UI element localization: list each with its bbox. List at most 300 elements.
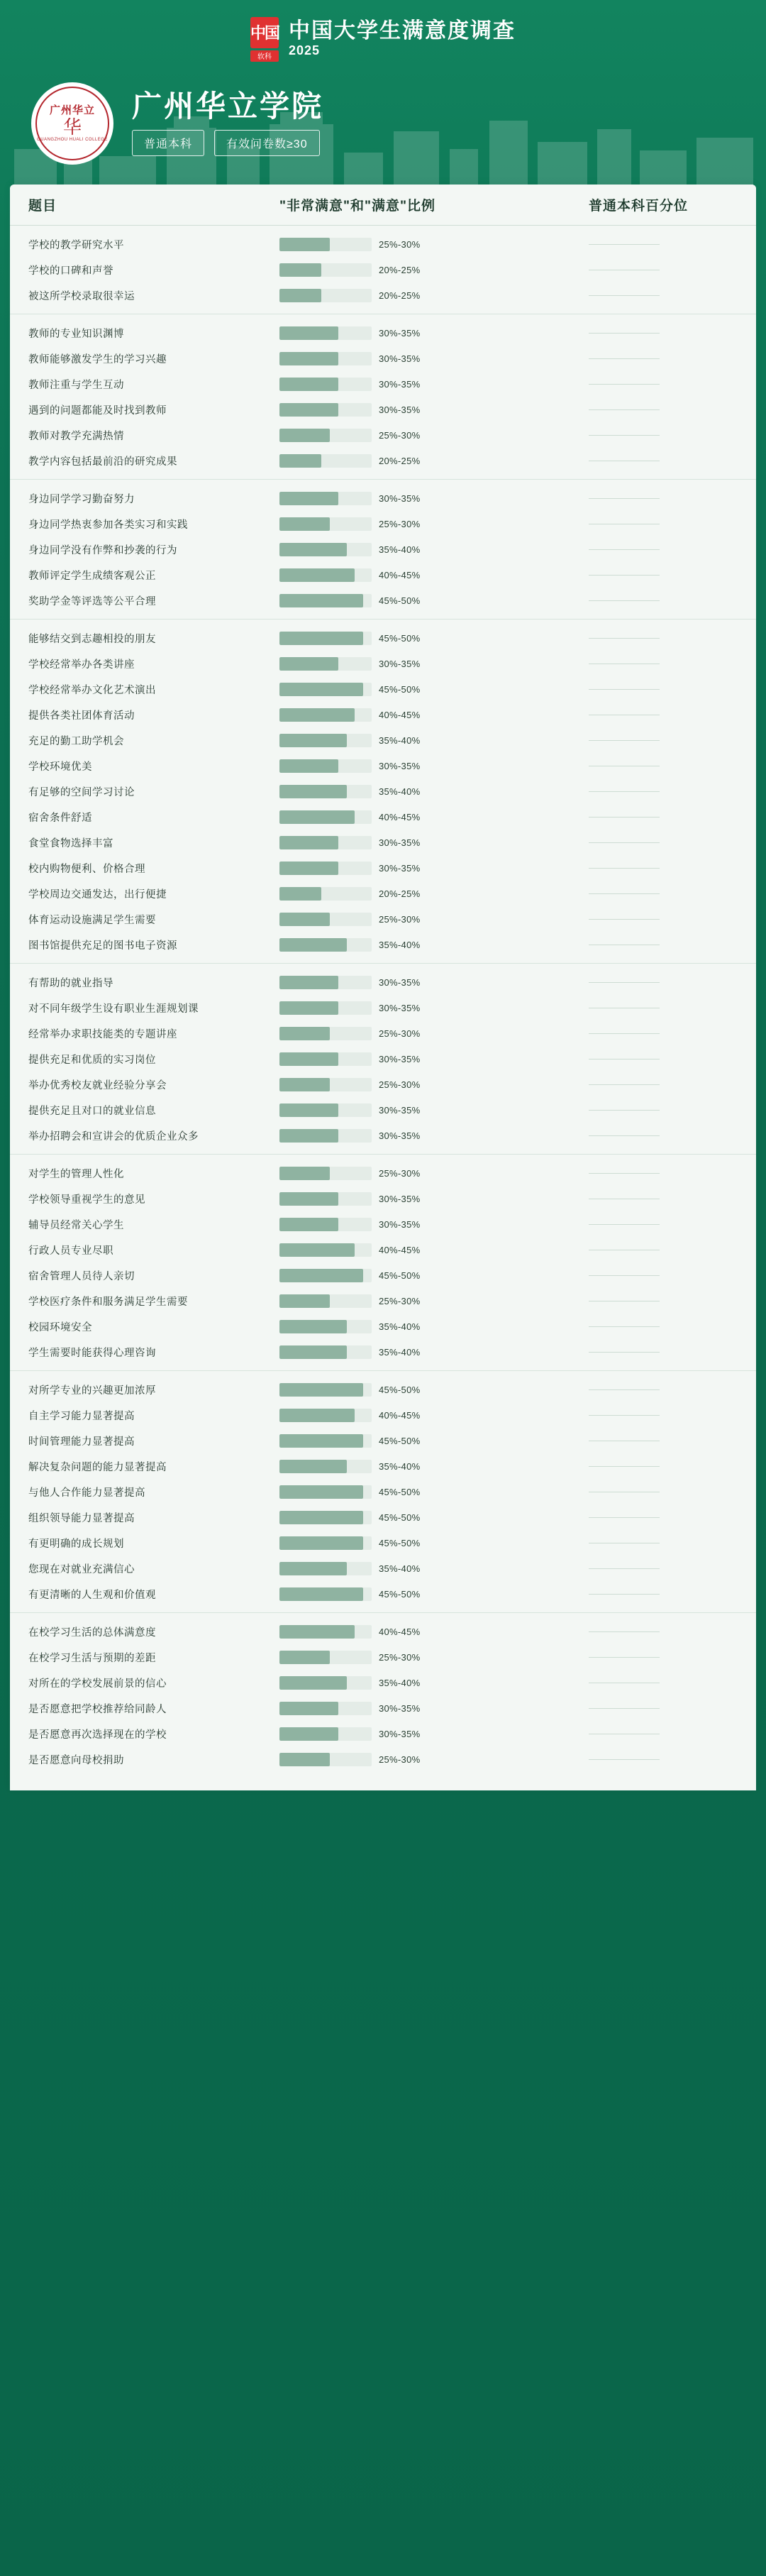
ratio-value: 30%-35% xyxy=(379,1104,421,1116)
percentile-placeholder-line xyxy=(589,1657,660,1658)
table-row xyxy=(10,562,756,588)
ratio-cell xyxy=(279,887,584,901)
bar-track xyxy=(279,403,372,417)
question-label: 教师的专业知识渊博 xyxy=(28,328,124,340)
percentile-cell xyxy=(584,1110,756,1111)
ratio-value: 30%-35% xyxy=(379,658,421,669)
percentile-placeholder-line xyxy=(589,868,660,869)
ratio-value: 25%-30% xyxy=(379,518,421,529)
percentile-placeholder-line xyxy=(589,1466,660,1467)
page-title: 广州华立学院 xyxy=(132,89,324,123)
percentile-cell xyxy=(584,1135,756,1136)
ratio-cell xyxy=(279,543,584,556)
ratio-value: 35%-40% xyxy=(379,1460,421,1472)
bar-track xyxy=(279,1243,372,1257)
question-label: 奖助学金等评选等公平合理 xyxy=(28,595,156,607)
table-row xyxy=(10,702,756,727)
bar-track xyxy=(279,1536,372,1550)
percentile-placeholder-line xyxy=(589,295,660,296)
bar-track xyxy=(279,1587,372,1601)
table-row xyxy=(10,231,756,257)
table-header-row xyxy=(10,185,756,226)
ratio-value: 20%-25% xyxy=(379,455,421,466)
question-label: 对所学专业的兴趣更加浓厚 xyxy=(28,1385,156,1397)
question-label: 举办优秀校友就业经验分享会 xyxy=(28,1079,167,1091)
ratio-cell xyxy=(279,632,584,645)
ratio-value: 40%-45% xyxy=(379,1244,421,1255)
question-label: 教师对教学充满热情 xyxy=(28,430,124,442)
header-question: 题目 xyxy=(28,199,57,214)
bar-track xyxy=(279,378,372,391)
question-label: 对所在的学校发展前景的信心 xyxy=(28,1678,167,1690)
percentile-cell xyxy=(584,1568,756,1569)
question-label: 提供充足且对口的就业信息 xyxy=(28,1105,156,1117)
question-label: 在校学习生活的总体满意度 xyxy=(28,1626,156,1639)
ratio-value: 35%-40% xyxy=(379,939,421,950)
ratio-value: 25%-30% xyxy=(379,1651,421,1663)
bar-track xyxy=(279,785,372,798)
percentile-placeholder-line xyxy=(589,1224,660,1225)
question-label: 辅导员经常关心学生 xyxy=(28,1219,124,1231)
table-row xyxy=(10,1288,756,1314)
table-row xyxy=(10,881,756,906)
ratio-value: 30%-35% xyxy=(379,378,421,390)
question-label: 时间管理能力显著提高 xyxy=(28,1436,135,1448)
percentile-cell xyxy=(584,842,756,843)
ratio-cell xyxy=(279,1345,584,1359)
ratio-cell xyxy=(279,1243,584,1257)
bar-fill xyxy=(279,913,330,926)
question-label: 在校学习生活与预期的差距 xyxy=(28,1652,156,1664)
ratio-value: 35%-40% xyxy=(379,544,421,555)
question-label: 宿舍条件舒适 xyxy=(28,812,92,824)
question-label: 提供各类社团体育活动 xyxy=(28,710,135,722)
bar-track xyxy=(279,429,372,442)
question-label: 是否愿意再次选择现在的学校 xyxy=(28,1729,167,1741)
ratio-cell xyxy=(279,1192,584,1206)
ratio-cell xyxy=(279,568,584,582)
bar-fill xyxy=(279,1218,338,1231)
bar-track xyxy=(279,594,372,607)
table-row xyxy=(10,1377,756,1402)
group-spacer xyxy=(10,1607,756,1612)
header-percentile: 普通本科百分位 xyxy=(589,199,689,214)
bar-fill xyxy=(279,1651,330,1664)
table-row xyxy=(10,511,756,536)
bar-fill xyxy=(279,1269,363,1282)
bar-fill xyxy=(279,1383,363,1397)
bar-track xyxy=(279,938,372,952)
bar-fill xyxy=(279,836,338,849)
table-row xyxy=(10,588,756,613)
bar-track xyxy=(279,1383,372,1397)
brand-bar xyxy=(0,0,766,68)
percentile-placeholder-line xyxy=(589,1389,660,1390)
percentile-placeholder-line xyxy=(589,842,660,843)
question-label: 学校经常举办文化艺术演出 xyxy=(28,684,156,696)
question-group xyxy=(10,1613,756,1778)
bar-track xyxy=(279,887,372,901)
ratio-value: 40%-45% xyxy=(379,569,421,580)
percentile-cell xyxy=(584,1326,756,1327)
ratio-cell xyxy=(279,1676,584,1690)
bar-fill xyxy=(279,810,355,824)
bar-track xyxy=(279,1409,372,1422)
bar-track xyxy=(279,492,372,505)
ratio-value: 30%-35% xyxy=(379,976,421,988)
group-spacer xyxy=(10,308,756,314)
ratio-cell xyxy=(279,1027,584,1040)
bar-track xyxy=(279,289,372,302)
table-row xyxy=(10,676,756,702)
table-row xyxy=(10,778,756,804)
ratio-cell xyxy=(279,1409,584,1422)
percentile-cell xyxy=(584,1631,756,1632)
ratio-value: 45%-50% xyxy=(379,1270,421,1281)
satisfaction-table-card xyxy=(10,185,756,1790)
percentile-placeholder-line xyxy=(589,1594,660,1595)
bar-fill xyxy=(279,517,330,531)
bar-fill xyxy=(279,1434,363,1448)
school-seal-icon xyxy=(31,82,113,165)
percentile-cell xyxy=(584,638,756,639)
question-label: 教师评定学生成绩客观公正 xyxy=(28,570,156,582)
percentile-cell xyxy=(584,1033,756,1034)
table-row xyxy=(10,1428,756,1453)
percentile-cell xyxy=(584,409,756,410)
table-row xyxy=(10,1581,756,1607)
ratio-cell xyxy=(279,1511,584,1524)
ratio-cell xyxy=(279,1167,584,1180)
table-row xyxy=(10,1123,756,1148)
bar-fill xyxy=(279,734,347,747)
question-label: 对学生的管理人性化 xyxy=(28,1168,124,1180)
ratio-value: 30%-35% xyxy=(379,1218,421,1230)
group-spacer xyxy=(10,1371,756,1377)
percentile-placeholder-line xyxy=(589,358,660,359)
bar-fill xyxy=(279,1485,363,1499)
ratio-cell xyxy=(279,1320,584,1333)
percentile-cell xyxy=(584,1594,756,1595)
ratio-cell xyxy=(279,708,584,722)
bar-track xyxy=(279,683,372,696)
percentile-cell xyxy=(584,791,756,792)
table-row xyxy=(10,1211,756,1237)
percentile-placeholder-line xyxy=(589,740,660,741)
ratio-cell xyxy=(279,810,584,824)
table-row xyxy=(10,1237,756,1262)
percentile-placeholder-line xyxy=(589,1275,660,1276)
ratio-cell xyxy=(279,378,584,391)
bar-track xyxy=(279,1294,372,1308)
ratio-value: 35%-40% xyxy=(379,1346,421,1358)
bar-track xyxy=(279,1727,372,1741)
bar-fill xyxy=(279,1345,347,1359)
percentile-cell xyxy=(584,435,756,436)
table-row xyxy=(10,397,756,422)
table-row xyxy=(10,727,756,753)
group-spacer xyxy=(10,1155,756,1160)
bar-fill xyxy=(279,1511,363,1524)
logo-sub: 软科 xyxy=(250,50,279,62)
ratio-cell xyxy=(279,938,584,952)
bar-fill xyxy=(279,454,321,468)
question-label: 遇到的问题都能及时找到教师 xyxy=(28,404,167,417)
table-row xyxy=(10,969,756,995)
table-row xyxy=(10,1695,756,1721)
ratio-value: 25%-30% xyxy=(379,1079,421,1090)
bar-track xyxy=(279,862,372,875)
question-label: 行政人员专业尽职 xyxy=(28,1245,113,1257)
question-label: 有更清晰的人生观和价值观 xyxy=(28,1589,156,1601)
bar-track xyxy=(279,517,372,531)
bar-fill xyxy=(279,1562,347,1575)
ratio-value: 45%-50% xyxy=(379,1486,421,1497)
bar-fill xyxy=(279,326,338,340)
ratio-cell xyxy=(279,1078,584,1091)
percentile-placeholder-line xyxy=(589,689,660,690)
ratio-value: 25%-30% xyxy=(379,1028,421,1039)
group-spacer xyxy=(10,620,756,625)
school-tags xyxy=(132,130,323,156)
bar-track xyxy=(279,1078,372,1091)
ratio-cell xyxy=(279,594,584,607)
percentile-cell xyxy=(584,498,756,499)
percentile-cell xyxy=(584,358,756,359)
bar-fill xyxy=(279,1052,338,1066)
bar-fill xyxy=(279,378,338,391)
survey-year: 2025 xyxy=(289,43,321,58)
ratio-cell xyxy=(279,289,584,302)
group-spacer xyxy=(10,480,756,485)
question-label: 校内购物便利、价格合理 xyxy=(28,863,145,875)
question-label: 学校领导重视学生的意见 xyxy=(28,1194,145,1206)
question-label: 教师能够激发学生的学习兴趣 xyxy=(28,353,167,365)
bar-fill xyxy=(279,1676,347,1690)
table-body xyxy=(10,226,756,1778)
percentile-placeholder-line xyxy=(589,435,660,436)
percentile-cell xyxy=(584,1517,756,1518)
group-spacer xyxy=(10,226,756,231)
bar-track xyxy=(279,1562,372,1575)
bar-track xyxy=(279,1676,372,1690)
percentile-cell xyxy=(584,1389,756,1390)
bar-track xyxy=(279,1460,372,1473)
ratio-value: 35%-40% xyxy=(379,734,421,746)
group-spacer xyxy=(10,1148,756,1154)
ratio-value: 25%-30% xyxy=(379,1754,421,1765)
question-group xyxy=(10,1371,756,1613)
bar-track xyxy=(279,1269,372,1282)
table-row xyxy=(10,1721,756,1746)
bar-track xyxy=(279,632,372,645)
bar-fill xyxy=(279,938,347,952)
percentile-placeholder-line xyxy=(589,1033,660,1034)
bar-fill xyxy=(279,1536,363,1550)
bar-fill xyxy=(279,1078,330,1091)
percentile-placeholder-line xyxy=(589,638,660,639)
table-row xyxy=(10,1619,756,1644)
percentile-placeholder-line xyxy=(589,791,660,792)
question-label: 与他人合作能力显著提高 xyxy=(28,1487,145,1499)
ratio-cell xyxy=(279,403,584,417)
ratio-cell xyxy=(279,1218,584,1231)
percentile-placeholder-line xyxy=(589,1173,660,1174)
bar-track xyxy=(279,1001,372,1015)
percentile-cell xyxy=(584,893,756,894)
table-row xyxy=(10,1046,756,1072)
question-label: 被这所学校录取很幸运 xyxy=(28,290,135,302)
percentile-cell xyxy=(584,244,756,245)
bar-fill xyxy=(279,1192,338,1206)
ratio-value: 30%-35% xyxy=(379,1130,421,1141)
percentile-cell xyxy=(584,384,756,385)
percentile-cell xyxy=(584,1352,756,1353)
table-row xyxy=(10,1186,756,1211)
ratio-value: 45%-50% xyxy=(379,632,421,644)
percentile-cell xyxy=(584,1415,756,1416)
table-row xyxy=(10,448,756,473)
percentile-placeholder-line xyxy=(589,1110,660,1111)
ratio-value: 45%-50% xyxy=(379,1512,421,1523)
percentile-placeholder-line xyxy=(589,244,660,245)
group-spacer xyxy=(10,1772,756,1778)
bar-track xyxy=(279,1702,372,1715)
table-row xyxy=(10,1670,756,1695)
question-label: 提供充足和优质的实习岗位 xyxy=(28,1054,156,1066)
ratio-cell xyxy=(279,759,584,773)
group-spacer xyxy=(10,964,756,969)
ratio-value: 45%-50% xyxy=(379,1435,421,1446)
bar-fill xyxy=(279,1625,355,1639)
bar-fill xyxy=(279,594,363,607)
percentile-cell xyxy=(584,295,756,296)
bar-fill xyxy=(279,492,338,505)
table-row xyxy=(10,932,756,957)
bar-fill xyxy=(279,543,347,556)
ratio-cell xyxy=(279,1129,584,1143)
question-label: 学校周边交通发达，出行便捷 xyxy=(28,888,167,901)
question-label: 学生需要时能获得心理咨询 xyxy=(28,1347,156,1359)
ratio-value: 20%-25% xyxy=(379,888,421,899)
bar-track xyxy=(279,568,372,582)
group-spacer xyxy=(10,314,756,320)
bar-track xyxy=(279,1167,372,1180)
ratio-value: 30%-35% xyxy=(379,404,421,415)
bar-fill xyxy=(279,1167,330,1180)
ratio-cell xyxy=(279,862,584,875)
percentile-placeholder-line xyxy=(589,575,660,576)
seal-en-text: GUANGZHOU HUALI COLLEGE xyxy=(37,138,108,143)
header-ratio: "非常满意"和"满意"比例 xyxy=(279,199,436,214)
bar-track xyxy=(279,1052,372,1066)
table-row xyxy=(10,625,756,651)
ratio-value: 30%-35% xyxy=(379,1193,421,1204)
percentile-cell xyxy=(584,919,756,920)
question-label: 解决复杂问题的能力显著提高 xyxy=(28,1461,167,1473)
bar-fill xyxy=(279,289,321,302)
bar-fill xyxy=(279,785,347,798)
percentile-placeholder-line xyxy=(589,600,660,601)
question-label: 学校的口碑和声誉 xyxy=(28,265,113,277)
bar-track xyxy=(279,1625,372,1639)
ratio-cell xyxy=(279,238,584,251)
group-spacer xyxy=(10,613,756,619)
table-row xyxy=(10,1339,756,1365)
table-row xyxy=(10,1314,756,1339)
bar-fill xyxy=(279,1753,330,1766)
question-group xyxy=(10,1155,756,1371)
bar-track xyxy=(279,1651,372,1664)
question-group xyxy=(10,314,756,480)
ratio-value: 30%-35% xyxy=(379,1702,421,1714)
table-row xyxy=(10,536,756,562)
bar-fill xyxy=(279,1460,347,1473)
table-row xyxy=(10,906,756,932)
table-row xyxy=(10,1479,756,1504)
percentile-cell xyxy=(584,549,756,550)
question-label: 对不同年级学生设有职业生涯规划课 xyxy=(28,1003,199,1015)
bar-track xyxy=(279,734,372,747)
table-row xyxy=(10,282,756,308)
percentile-cell xyxy=(584,333,756,334)
ratio-value: 35%-40% xyxy=(379,786,421,797)
percentile-placeholder-line xyxy=(589,982,660,983)
bar-fill xyxy=(279,862,338,875)
ratio-cell xyxy=(279,657,584,671)
question-label: 教学内容包括最前沿的研究成果 xyxy=(28,456,177,468)
ratio-cell xyxy=(279,913,584,926)
ratio-value: 45%-50% xyxy=(379,1588,421,1600)
percentile-placeholder-line xyxy=(589,1415,660,1416)
table-row xyxy=(10,804,756,830)
bar-track xyxy=(279,657,372,671)
ratio-cell xyxy=(279,1434,584,1448)
percentile-placeholder-line xyxy=(589,384,660,385)
bar-fill xyxy=(279,1027,330,1040)
percentile-placeholder-line xyxy=(589,1135,660,1136)
ratio-cell xyxy=(279,1269,584,1282)
percentile-cell xyxy=(584,1708,756,1709)
percentile-placeholder-line xyxy=(589,1708,660,1709)
question-label: 有足够的空间学习讨论 xyxy=(28,786,135,798)
ratio-cell xyxy=(279,734,584,747)
ratio-value: 25%-30% xyxy=(379,429,421,441)
percentile-placeholder-line xyxy=(589,1326,660,1327)
table-row xyxy=(10,855,756,881)
bar-track xyxy=(279,1485,372,1499)
ratio-cell xyxy=(279,1485,584,1499)
ratio-cell xyxy=(279,1383,584,1397)
logo-mark: 中国 xyxy=(250,17,279,48)
ratio-cell xyxy=(279,1753,584,1766)
question-label: 身边同学热衷参加各类实习和实践 xyxy=(28,519,188,531)
table-row xyxy=(10,1262,756,1288)
ratio-cell xyxy=(279,683,584,696)
ratio-cell xyxy=(279,836,584,849)
question-label: 自主学习能力显著提高 xyxy=(28,1410,135,1422)
bar-fill xyxy=(279,1243,355,1257)
question-label: 是否愿意向母校捐助 xyxy=(28,1754,124,1766)
question-label: 学校医疗条件和服务满足学生需要 xyxy=(28,1296,188,1308)
percentile-cell xyxy=(584,575,756,576)
table-row xyxy=(10,1746,756,1772)
bar-track xyxy=(279,263,372,277)
bar-fill xyxy=(279,352,338,365)
bar-track xyxy=(279,976,372,989)
table-row xyxy=(10,346,756,371)
table-row xyxy=(10,995,756,1020)
